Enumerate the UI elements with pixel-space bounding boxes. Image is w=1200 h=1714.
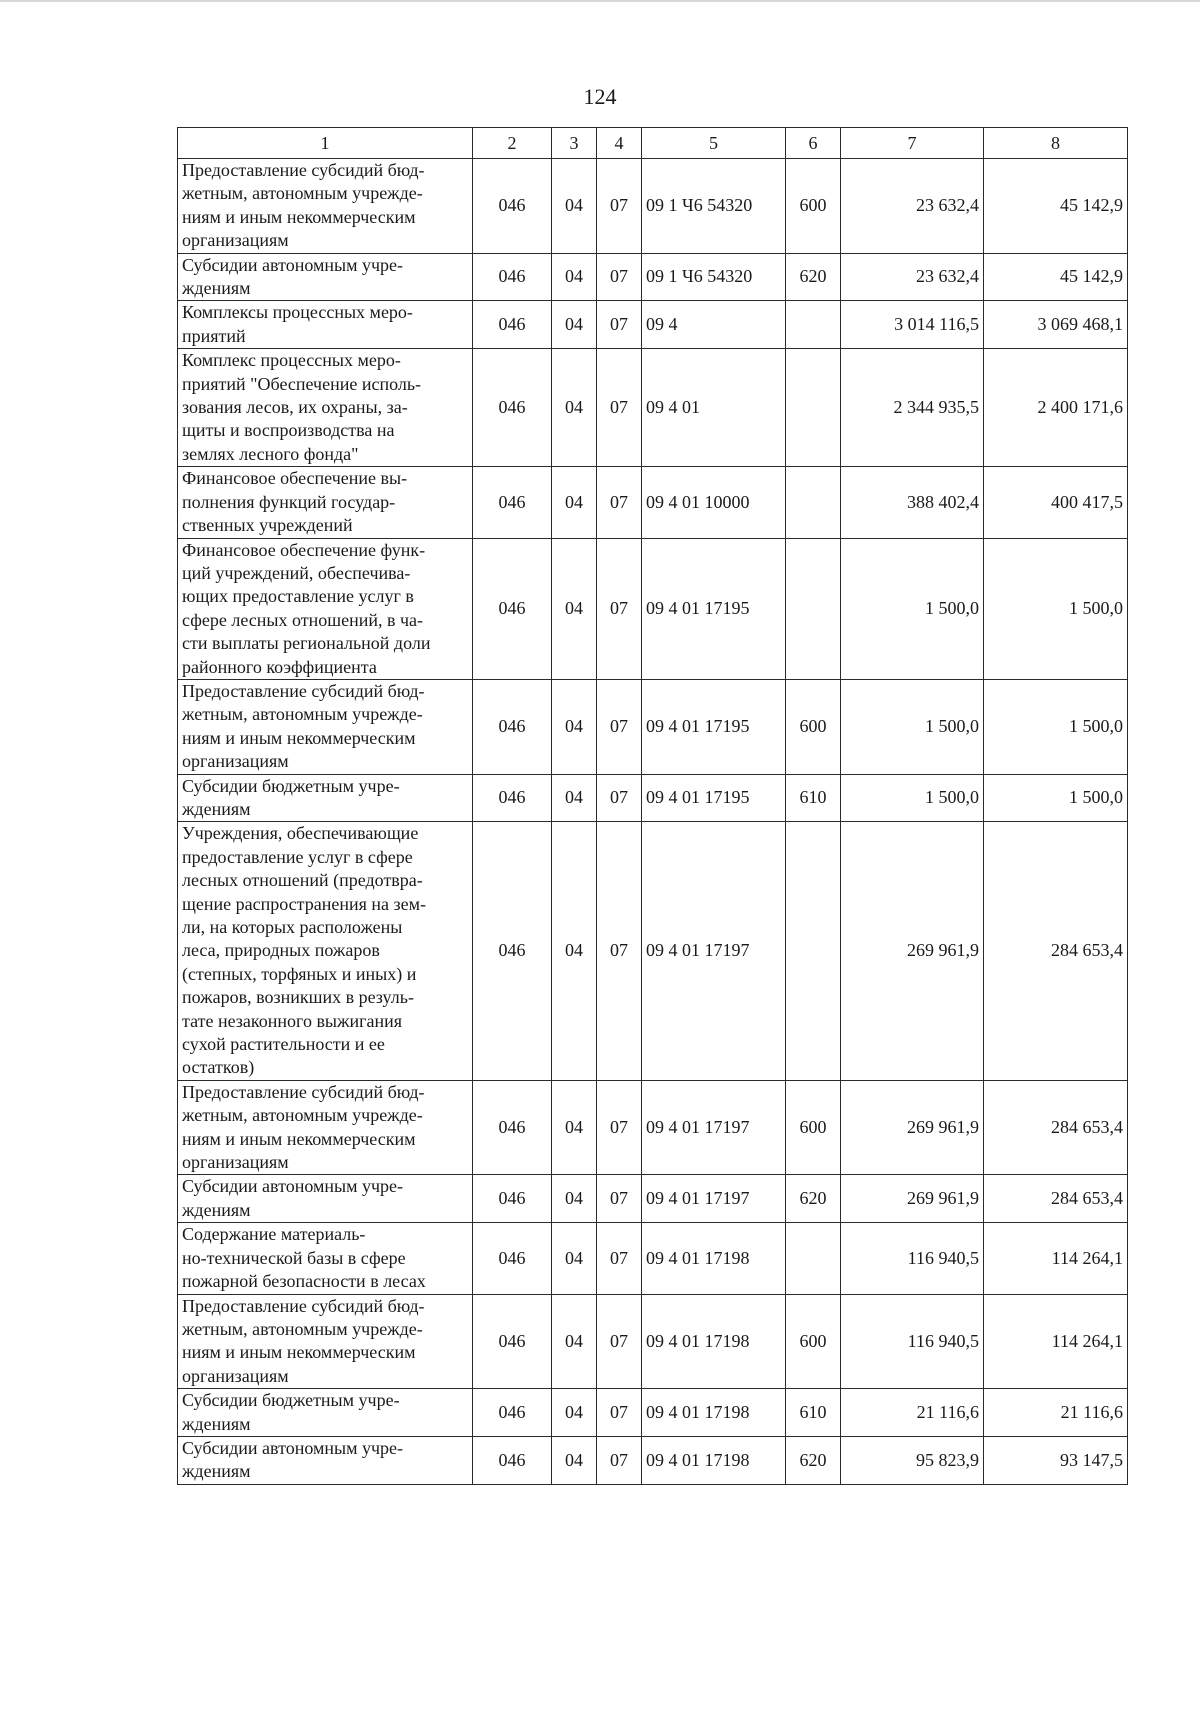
amount-year-1-cell: 3 014 116,5: [841, 301, 984, 349]
expense-type-cell: 620: [786, 1175, 841, 1223]
scan-top-edge: [0, 0, 1200, 2]
expense-type-cell: [786, 301, 841, 349]
target-article-cell: 09 4 01 17195: [642, 774, 786, 822]
section-code-cell: 04: [552, 1080, 597, 1175]
table-row: [178, 679, 1128, 774]
amount-year-2-cell: 284 653,4: [984, 1080, 1128, 1175]
ministry-code-cell: 046: [473, 301, 552, 349]
subsection-code-cell: 07: [597, 467, 642, 538]
expense-type-cell: [786, 467, 841, 538]
expense-type-cell: 600: [786, 679, 841, 774]
table-row: [178, 1436, 1128, 1484]
ministry-code-cell: 046: [473, 1175, 552, 1223]
expense-type-cell: 600: [786, 1080, 841, 1175]
amount-year-1-cell: 2 344 935,5: [841, 349, 984, 467]
target-article-cell: 09 4 01 17195: [642, 538, 786, 679]
amount-year-2-cell: 400 417,5: [984, 467, 1128, 538]
target-article-cell: 09 4 01 17198: [642, 1389, 786, 1437]
amount-year-2-cell: 2 400 171,6: [984, 349, 1128, 467]
expense-type-cell: [786, 349, 841, 467]
item-name-cell: Предоставление субсидий бюд- жетным, автономным учрежде- ниям и иным некоммерческим организациям: [178, 1294, 473, 1389]
expense-type-cell: 620: [786, 1436, 841, 1484]
table-row: [178, 1294, 1128, 1389]
target-article-cell: 09 4 01: [642, 349, 786, 467]
amount-year-2-cell: 1 500,0: [984, 679, 1128, 774]
ministry-code-cell: 046: [473, 159, 552, 254]
column-header-7: 7: [841, 128, 984, 159]
subsection-code-cell: 07: [597, 774, 642, 822]
section-code-cell: 04: [552, 774, 597, 822]
subsection-code-cell: 07: [597, 1294, 642, 1389]
table-header: [178, 128, 1128, 159]
item-name-cell: Субсидии автономным учре- ждениям: [178, 253, 473, 301]
ministry-code-cell: 046: [473, 1223, 552, 1294]
table-row: [178, 467, 1128, 538]
table-row: [178, 159, 1128, 254]
amount-year-1-cell: 1 500,0: [841, 679, 984, 774]
target-article-cell: 09 4 01 10000: [642, 467, 786, 538]
table-row: [178, 301, 1128, 349]
section-code-cell: 04: [552, 1389, 597, 1437]
ministry-code-cell: 046: [473, 1389, 552, 1437]
expense-type-cell: [786, 538, 841, 679]
table-body: [178, 159, 1128, 1485]
column-header-5: 5: [642, 128, 786, 159]
column-header-8: 8: [984, 128, 1128, 159]
subsection-code-cell: 07: [597, 822, 642, 1080]
ministry-code-cell: 046: [473, 1294, 552, 1389]
amount-year-1-cell: 1 500,0: [841, 774, 984, 822]
item-name-cell: Комплекс процессных меро- приятий "Обеспечение исполь- зования лесов, их охраны, за- щиты и воспроизводства на землях лесного фонда": [178, 349, 473, 467]
ministry-code-cell: 046: [473, 538, 552, 679]
section-code-cell: 04: [552, 467, 597, 538]
subsection-code-cell: 07: [597, 1436, 642, 1484]
section-code-cell: 04: [552, 253, 597, 301]
amount-year-2-cell: 93 147,5: [984, 1436, 1128, 1484]
amount-year-1-cell: 23 632,4: [841, 159, 984, 254]
expense-type-cell: 600: [786, 159, 841, 254]
amount-year-2-cell: 284 653,4: [984, 1175, 1128, 1223]
column-header-4: 4: [597, 128, 642, 159]
amount-year-2-cell: 3 069 468,1: [984, 301, 1128, 349]
item-name-cell: Содержание материаль- но-технической базы в сфере пожарной безопасности в лесах: [178, 1223, 473, 1294]
section-code-cell: 04: [552, 1175, 597, 1223]
subsection-code-cell: 07: [597, 301, 642, 349]
target-article-cell: 09 4 01 17197: [642, 822, 786, 1080]
table-row: [178, 253, 1128, 301]
expense-type-cell: [786, 822, 841, 1080]
item-name-cell: Финансовое обеспечение вы- полнения функций государ- ственных учреждений: [178, 467, 473, 538]
item-name-cell: Финансовое обеспечение функ- ций учреждений, обеспечива- ющих предоставление услуг в сфере лесных отношений, в ча- сти выплаты региональной доли районного коэффициента: [178, 538, 473, 679]
amount-year-1-cell: 116 940,5: [841, 1223, 984, 1294]
target-article-cell: 09 4 01 17198: [642, 1436, 786, 1484]
item-name-cell: Предоставление субсидий бюд- жетным, автономным учрежде- ниям и иным некоммерческим организациям: [178, 1080, 473, 1175]
amount-year-2-cell: 45 142,9: [984, 159, 1128, 254]
target-article-cell: 09 4 01 17195: [642, 679, 786, 774]
expense-type-cell: 610: [786, 1389, 841, 1437]
target-article-cell: 09 4: [642, 301, 786, 349]
amount-year-1-cell: 269 961,9: [841, 1080, 984, 1175]
amount-year-1-cell: 23 632,4: [841, 253, 984, 301]
target-article-cell: 09 4 01 17198: [642, 1294, 786, 1389]
item-name-cell: Субсидии бюджетным учре- ждениям: [178, 774, 473, 822]
section-code-cell: 04: [552, 159, 597, 254]
amount-year-2-cell: 114 264,1: [984, 1294, 1128, 1389]
table-row: [178, 822, 1128, 1080]
subsection-code-cell: 07: [597, 1389, 642, 1437]
amount-year-2-cell: 284 653,4: [984, 822, 1128, 1080]
table-row: [178, 538, 1128, 679]
expense-type-cell: 600: [786, 1294, 841, 1389]
ministry-code-cell: 046: [473, 1080, 552, 1175]
amount-year-1-cell: 1 500,0: [841, 538, 984, 679]
target-article-cell: 09 4 01 17197: [642, 1175, 786, 1223]
column-header-6: 6: [786, 128, 841, 159]
target-article-cell: 09 1 Ч6 54320: [642, 159, 786, 254]
subsection-code-cell: 07: [597, 538, 642, 679]
amount-year-1-cell: 269 961,9: [841, 822, 984, 1080]
header-row: [178, 128, 1128, 159]
section-code-cell: 04: [552, 679, 597, 774]
amount-year-1-cell: 95 823,9: [841, 1436, 984, 1484]
table-row: [178, 774, 1128, 822]
subsection-code-cell: 07: [597, 1223, 642, 1294]
expense-type-cell: 620: [786, 253, 841, 301]
ministry-code-cell: 046: [473, 253, 552, 301]
subsection-code-cell: 07: [597, 349, 642, 467]
section-code-cell: 04: [552, 349, 597, 467]
item-name-cell: Предоставление субсидий бюд- жетным, автономным учрежде- ниям и иным некоммерческим организациям: [178, 159, 473, 254]
subsection-code-cell: 07: [597, 159, 642, 254]
section-code-cell: 04: [552, 538, 597, 679]
amount-year-2-cell: 21 116,6: [984, 1389, 1128, 1437]
ministry-code-cell: 046: [473, 349, 552, 467]
ministry-code-cell: 046: [473, 774, 552, 822]
item-name-cell: Предоставление субсидий бюд- жетным, автономным учрежде- ниям и иным некоммерческим организациям: [178, 679, 473, 774]
section-code-cell: 04: [552, 1436, 597, 1484]
subsection-code-cell: 07: [597, 679, 642, 774]
item-name-cell: Комплексы процессных меро- приятий: [178, 301, 473, 349]
expense-type-cell: [786, 1223, 841, 1294]
section-code-cell: 04: [552, 301, 597, 349]
section-code-cell: 04: [552, 822, 597, 1080]
item-name-cell: Субсидии автономным учре- ждениям: [178, 1436, 473, 1484]
section-code-cell: 04: [552, 1223, 597, 1294]
amount-year-2-cell: 1 500,0: [984, 774, 1128, 822]
table-row: [178, 1175, 1128, 1223]
ministry-code-cell: 046: [473, 1436, 552, 1484]
target-article-cell: 09 4 01 17197: [642, 1080, 786, 1175]
amount-year-1-cell: 21 116,6: [841, 1389, 984, 1437]
amount-year-2-cell: 45 142,9: [984, 253, 1128, 301]
table-row: [178, 1080, 1128, 1175]
ministry-code-cell: 046: [473, 822, 552, 1080]
page-number: 124: [583, 84, 617, 109]
table-row: [178, 1389, 1128, 1437]
target-article-cell: 09 4 01 17198: [642, 1223, 786, 1294]
amount-year-2-cell: 114 264,1: [984, 1223, 1128, 1294]
amount-year-1-cell: 388 402,4: [841, 467, 984, 538]
budget-table: [177, 127, 1128, 1485]
subsection-code-cell: 07: [597, 253, 642, 301]
column-header-2: 2: [473, 128, 552, 159]
column-header-1: 1: [178, 128, 473, 159]
item-name-cell: Субсидии автономным учре- ждениям: [178, 1175, 473, 1223]
column-header-3: 3: [552, 128, 597, 159]
ministry-code-cell: 046: [473, 467, 552, 538]
ministry-code-cell: 046: [473, 679, 552, 774]
subsection-code-cell: 07: [597, 1080, 642, 1175]
section-code-cell: 04: [552, 1294, 597, 1389]
item-name-cell: Субсидии бюджетным учре- ждениям: [178, 1389, 473, 1437]
amount-year-1-cell: 269 961,9: [841, 1175, 984, 1223]
amount-year-2-cell: 1 500,0: [984, 538, 1128, 679]
amount-year-1-cell: 116 940,5: [841, 1294, 984, 1389]
expense-type-cell: 610: [786, 774, 841, 822]
table-row: [178, 349, 1128, 467]
target-article-cell: 09 1 Ч6 54320: [642, 253, 786, 301]
table-row: [178, 1223, 1128, 1294]
item-name-cell: Учреждения, обеспечивающие предоставление услуг в сфере лесных отношений (предотвра- щение распространения на зем- ли, на которых расположены леса, природных пожаров (степных, торфяных и иных) и пожаров, возникших в резуль- тате незаконного выжигания сухой растительности и ее остатков): [178, 822, 473, 1080]
subsection-code-cell: 07: [597, 1175, 642, 1223]
